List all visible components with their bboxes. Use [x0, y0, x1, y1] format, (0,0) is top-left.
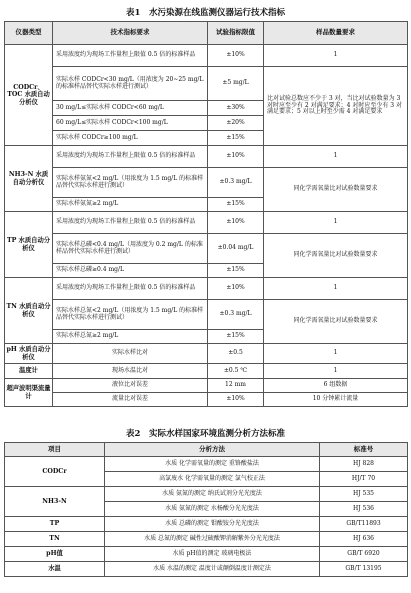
sample-cell: 1: [264, 364, 408, 379]
requirement-cell: 30 mg/L≤实际水样 CODCr<60 mg/L: [53, 101, 208, 116]
limit-cell: ±0.3 mg/L: [208, 168, 264, 198]
table2-caption: 表2 实际水样国家环境监测分析方法标准: [126, 429, 285, 439]
standard-cell: HJ 535: [320, 487, 408, 502]
limit-cell: ±10%: [208, 212, 264, 234]
method-cell: 水质 总氮的测定 碱性过硫酸钾消解紫外分光光度法: [105, 532, 320, 547]
standard-cell: HJ/T 70: [320, 472, 408, 487]
method-cell: 水质 总磷的测定 钼酸铵分光光度法: [105, 517, 320, 532]
table1-monitoring-specs: [4, 21, 408, 407]
sample-cell: 同化学需氧量比对试验数量要求: [264, 300, 408, 344]
limit-cell: ±15%: [208, 198, 264, 212]
limit-cell: ±15%: [208, 131, 264, 146]
limit-cell: ±0.5: [208, 344, 264, 364]
limit-cell: 12 mm: [208, 379, 264, 393]
requirement-cell: 实际水样氨氮<2 mg/L（用浓度为 1.5 mg/L 的标准样品替代实际水样进行测试）: [53, 168, 208, 198]
item-cell: 水温: [5, 562, 105, 577]
item-cell: TN: [5, 532, 105, 547]
limit-cell: ±0.3 mg/L: [208, 300, 264, 330]
requirement-cell: 60 mg/L≤实际水样 CODCr<100 mg/L: [53, 116, 208, 131]
method-cell: 水质 氨氮的测定 水杨酸分光光度法: [105, 502, 320, 517]
standard-cell: HJ 636: [320, 532, 408, 547]
requirement-cell: 实际水样 CODCr≥100 mg/L: [53, 131, 208, 146]
sample-cell: 1: [264, 278, 408, 300]
table-row: [5, 547, 408, 562]
category-tp: TP 水质自动分析仪: [5, 212, 53, 278]
table-row: [5, 457, 408, 472]
limit-cell: ±10%: [208, 393, 264, 407]
table-row: [5, 67, 408, 101]
requirement-cell: 实际水样氨氮≥2 mg/L: [53, 198, 208, 212]
requirement-cell: 流量比对误差: [53, 393, 208, 407]
limit-cell: ±5 mg/L: [208, 67, 264, 101]
table-row: [5, 300, 408, 330]
requirement-cell: 液位比对误差: [53, 379, 208, 393]
table2-header-row: [5, 443, 408, 457]
method-cell: 水质 氨氮的测定 纳氏试剂分光光度法: [105, 487, 320, 502]
header-method: 分析方法: [105, 443, 320, 457]
category-thermometer: 温度计: [5, 364, 53, 379]
standard-cell: GB/T 6920: [320, 547, 408, 562]
sample-cell: 同化学需氧量比对试验数量要求: [264, 168, 408, 212]
table-row: [5, 379, 408, 393]
requirement-cell: 采用浓度约为现场工作量程上限值 0.5 倍的标准样品: [53, 278, 208, 300]
limit-cell: ±15%: [208, 330, 264, 344]
sample-cell: 1: [264, 45, 408, 67]
method-cell: 高氯废水 化学需氧量的测定 氯气校正法: [105, 472, 320, 487]
table1-header-row: [5, 22, 408, 45]
header-sample-count: 样品数量要求: [264, 22, 408, 45]
category-flowmeter: 超声波明渠流量计: [5, 379, 53, 407]
standard-cell: GB/T 13195: [320, 562, 408, 577]
sample-cell: 10 分钟累计流量: [264, 393, 408, 407]
limit-cell: ±15%: [208, 264, 264, 278]
table-row: [5, 517, 408, 532]
category-nh3n: NH3-N 水质自动分析仪: [5, 146, 53, 212]
limit-cell: ±0.04 mg/L: [208, 234, 264, 264]
header-instrument-type: 仪器类型: [5, 22, 53, 45]
category-ph: pH 水质自动分析仪: [5, 344, 53, 364]
table-row: [5, 487, 408, 502]
table-row: [5, 212, 408, 234]
requirement-cell: 实际水样总磷<0.4 mg/L（用浓度为 0.2 mg/L 的标准样品替代实际水样进行测试）: [53, 234, 208, 264]
requirement-cell: 采用浓度约为现场工作量程上限值 0.5 倍的标准样品: [53, 146, 208, 168]
requirement-cell: 实际水样总磷≥0.4 mg/L: [53, 264, 208, 278]
table-row: [5, 562, 408, 577]
header-standard: 标准号: [320, 443, 408, 457]
category-tn: TN 水质自动分析仪: [5, 278, 53, 344]
limit-cell: ±30%: [208, 101, 264, 116]
requirement-cell: 实际水样总氮<2 mg/L（用浓度为 1.5 mg/L 的标准样品替代实际水样进行测试）: [53, 300, 208, 330]
table-row: [5, 364, 408, 379]
item-cell: pH值: [5, 547, 105, 562]
table-row: [5, 393, 408, 407]
sample-cell: 同化学需氧量比对试验数量要求: [264, 234, 408, 278]
table-row: [5, 168, 408, 198]
requirement-cell: 实际水样比对: [53, 344, 208, 364]
standard-cell: GB/T11893: [320, 517, 408, 532]
standard-cell: HJ 536: [320, 502, 408, 517]
item-cell: NH3-N: [5, 487, 105, 517]
category-cod-toc: CODCr、TOC 水质自动分析仪: [5, 45, 53, 146]
header-limit: 试验指标限值: [208, 22, 264, 45]
limit-cell: ±10%: [208, 45, 264, 67]
requirement-cell: 实际水样 CODCr<30 mg/L（用浓度为 20~25 mg/L 的标准样品替代实际水样进行测试）: [53, 67, 208, 101]
header-tech-requirement: 技术指标要求: [53, 22, 208, 45]
item-cell: CODCr: [5, 457, 105, 487]
header-item: 项目: [5, 443, 105, 457]
table-row: [5, 278, 408, 300]
requirement-cell: 采用浓度约为现场工作量程上限值 0.5 倍的标准样品: [53, 45, 208, 67]
requirement-cell: 采用浓度约为现场工作量程上限值 0.5 倍的标准样品: [53, 212, 208, 234]
table2-analysis-methods: [4, 442, 408, 577]
method-cell: 水质 化学需氧量的测定 重铬酸盐法: [105, 457, 320, 472]
sample-cell: 比对试验总数应不少于 3 对，当比对试验数量为 3 对时应至少有 2 对满足要求；4 对时应至少有 3 对满足要求；5 对以上时至少需 4 对满足要求: [264, 67, 408, 146]
method-cell: 水质 水温的测定 温度计或颠倒温度计测定法: [105, 562, 320, 577]
limit-cell: ±0.5 ℃: [208, 364, 264, 379]
table-row: [5, 234, 408, 264]
item-cell: TP: [5, 517, 105, 532]
sample-cell: 1: [264, 212, 408, 234]
sample-cell: 6 组数据: [264, 379, 408, 393]
standard-cell: HJ 828: [320, 457, 408, 472]
sample-cell: 1: [264, 344, 408, 364]
sample-cell: 1: [264, 146, 408, 168]
table-row: [5, 532, 408, 547]
table-row: [5, 344, 408, 364]
requirement-cell: 现场水温比对: [53, 364, 208, 379]
method-cell: 水质 pH值的测定 玻璃电极法: [105, 547, 320, 562]
table-row: [5, 45, 408, 67]
requirement-cell: 实际水样总氮≥2 mg/L: [53, 330, 208, 344]
table-row: [5, 146, 408, 168]
table1-caption: 表1 水污染源在线监测仪器运行技术指标: [126, 8, 285, 18]
limit-cell: ±10%: [208, 146, 264, 168]
limit-cell: ±20%: [208, 116, 264, 131]
limit-cell: ±10%: [208, 278, 264, 300]
